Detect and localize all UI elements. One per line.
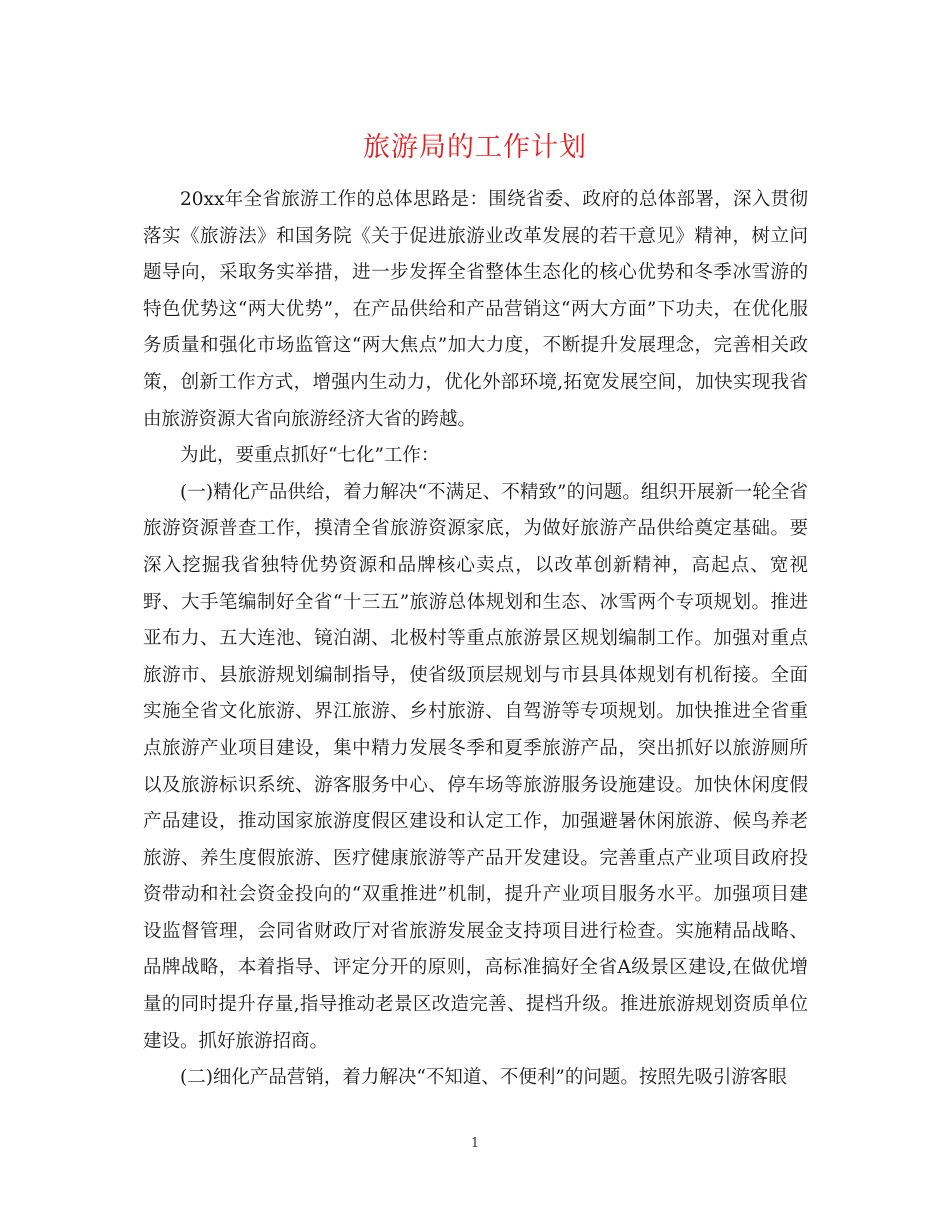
page-number: 1 bbox=[470, 1136, 480, 1151]
paragraph-section-2: (二)细化产品营销，着力解决“不知道、不便利”的问题。按照先吸引游客眼 bbox=[180, 1067, 787, 1089]
document-title: 旅游局的工作计划 bbox=[363, 132, 587, 163]
paragraph-intro: 20xx年全省旅游工作的总体思路是：围绕省委、政府的总体部署，深入贯彻落实《旅游法》和国务院《关于促进旅游业改革发展的若干意见》精神，树立问题导向，采取务实举措，进一步发挥全省整体生态化的核心优势和冬季冰雪游的特色优势这“两大优势”，在产品供给和产品营销这“两大方面”下功夫，在优化服务质量和强化市场监管这“两大焦点”加大力度，不断提升发展理念，完善相关政策，创新工作方式，增强内生动力，优化外部环境,拓宽发展空间，加快实现我省由旅游资源大省向旅游经济大省的跨越。 bbox=[143, 189, 808, 430]
document-body bbox=[143, 182, 808, 1097]
paragraph-focus: 为此，要重点抓好“七化”工作： bbox=[180, 445, 440, 467]
paragraph-section-1: (一)精化产品供给，着力解决“不满足、不精致”的问题。组织开展新一轮全省旅游资源普查工作，摸清全省旅游资源家底，为做好旅游产品供给奠定基础。要深入挖掘我省独特优势资源和品牌核心卖点，以改革创新精神，高起点、宽视野、大手笔编制好全省“十三五”旅游总体规划和生态、冰雪两个专项规划。推进亚布力、五大连池、镜泊湖、北极村等重点旅游景区规划编制工作。加强对重点旅游市、县旅游规划编制指导，使省级顶层规划与市县具体规划有机衔接。全面实施全省文化旅游、界江旅游、乡村旅游、自驾游等专项规划。加快推进全省重点旅游产业项目建设，集中精力发展冬季和夏季旅游产品，突出抓好以旅游厕所以及旅游标识系统、游客服务中心、停车场等旅游服务设施建设。加快休闲度假产品建设，推动国家旅游度假区建设和认定工作，加强避暑休闲旅游、候鸟养老旅游、养生度假旅游、医疗健康旅游等产品开发建设。完善重点产业项目政府投资带动和社会资金投向的“双重推进”机制，提升产业项目服务水平。加强项目建设监督管理，会同省财政厅对省旅游发展金支持项目进行检查。实施精品战略、品牌战略，本着指导、评定分开的原则，高标准搞好全省A级景区建设,在做优增量的同时提升存量,指导推动老景区改造完善、提档升级。推进旅游规划资质单位建设。抓好旅游招商。 bbox=[143, 481, 808, 1052]
